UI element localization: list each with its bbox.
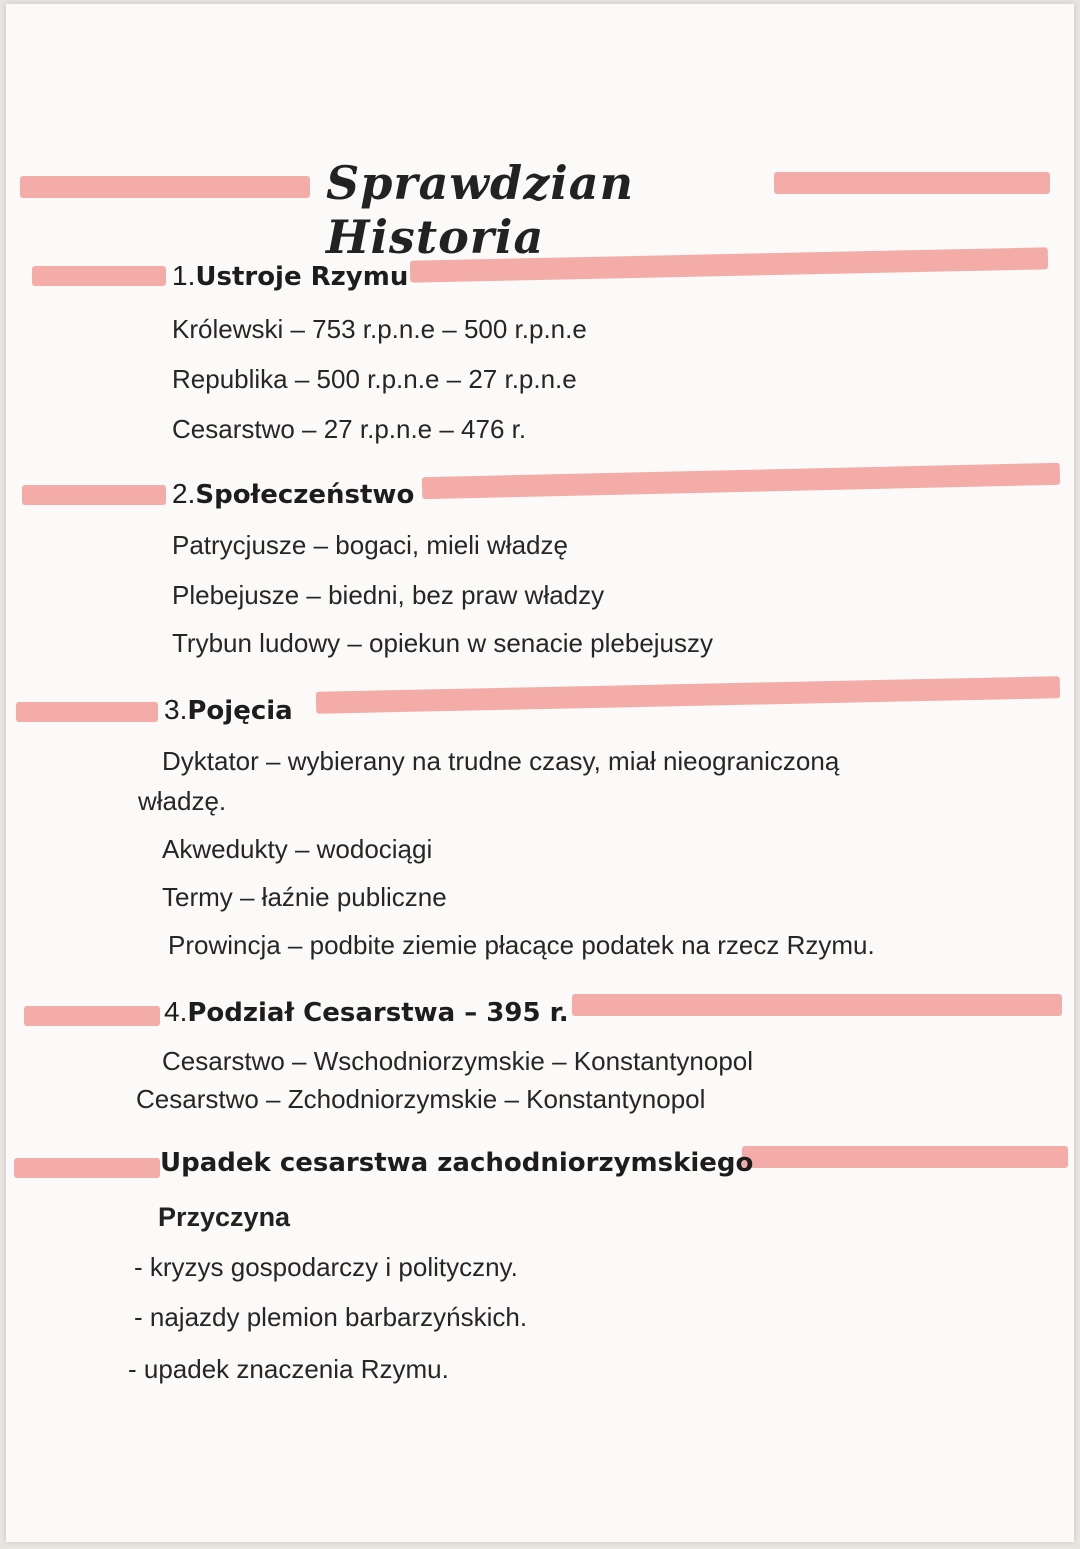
section2-heading (172, 478, 414, 510)
title-highlight-left (20, 176, 310, 198)
section3-item: Akwedukty – wodociągi (162, 834, 433, 864)
section5-highlight-left (14, 1158, 160, 1178)
section3-item: władzę. (138, 786, 227, 816)
section4-title: Podział Cesarstwa – 395 r. (187, 998, 569, 1028)
page-title: Sprawdzian Historia (326, 156, 635, 264)
section3-heading (164, 694, 293, 726)
section1-heading (172, 260, 408, 292)
section1-title: Ustroje Rzymu (195, 262, 409, 292)
section3-highlight-left (16, 702, 158, 722)
section5-item: - najazdy plemion barbarzyńskich. (134, 1302, 528, 1332)
section1-number: 1. (172, 260, 196, 291)
section5-item: - upadek znaczenia Rzymu. (128, 1354, 449, 1384)
section2-item: Patrycjusze – bogaci, mieli władzę (172, 530, 568, 560)
section5-subheading: Przyczyna (158, 1202, 291, 1232)
section3-number: 3. (164, 694, 188, 725)
section5-highlight-right (742, 1146, 1068, 1168)
section1-highlight-left (32, 266, 166, 286)
section3-highlight-right (316, 676, 1060, 714)
section2-title: Społeczeństwo (195, 480, 415, 510)
section4-highlight-right (572, 994, 1062, 1016)
section2-highlight-left (22, 485, 166, 505)
section2-highlight-right (422, 463, 1060, 499)
section4-highlight-left (24, 1006, 160, 1026)
title-highlight-right (774, 172, 1050, 194)
section5-item: - kryzys gospodarczy i polityczny. (134, 1252, 518, 1282)
section3-item: Prowincja – podbite ziemie płacące podatek na rzecz Rzymu. (168, 930, 875, 960)
section4-number: 4. (164, 996, 188, 1027)
section3-item: Termy – łaźnie publiczne (162, 882, 447, 912)
section2-number: 2. (172, 478, 196, 509)
section2-item: Plebejusze – biedni, bez praw władzy (172, 580, 605, 610)
section3-item: Dyktator – wybierany na trudne czasy, miał nieograniczoną (162, 746, 840, 776)
section2-item: Trybun ludowy – opiekun w senacie plebejuszy (172, 628, 714, 658)
section4-heading (164, 996, 569, 1028)
section3-title: Pojęcia (187, 696, 293, 726)
section1-item: Królewski – 753 r.p.n.e – 500 r.p.n.e (172, 314, 587, 344)
section4-item: Cesarstwo – Wschodniorzymskie – Konstantynopol (162, 1046, 754, 1076)
section5-heading: Upadek cesarstwa zachodniorzymskiego (160, 1148, 754, 1178)
section1-item: Republika – 500 r.p.n.e – 27 r.p.n.e (172, 364, 577, 394)
section1-item: Cesarstwo – 27 r.p.n.e – 476 r. (172, 414, 527, 444)
section4-item: Cesarstwo – Zchodniorzymskie – Konstantynopol (136, 1084, 706, 1114)
paper-sheet (6, 4, 1074, 1542)
